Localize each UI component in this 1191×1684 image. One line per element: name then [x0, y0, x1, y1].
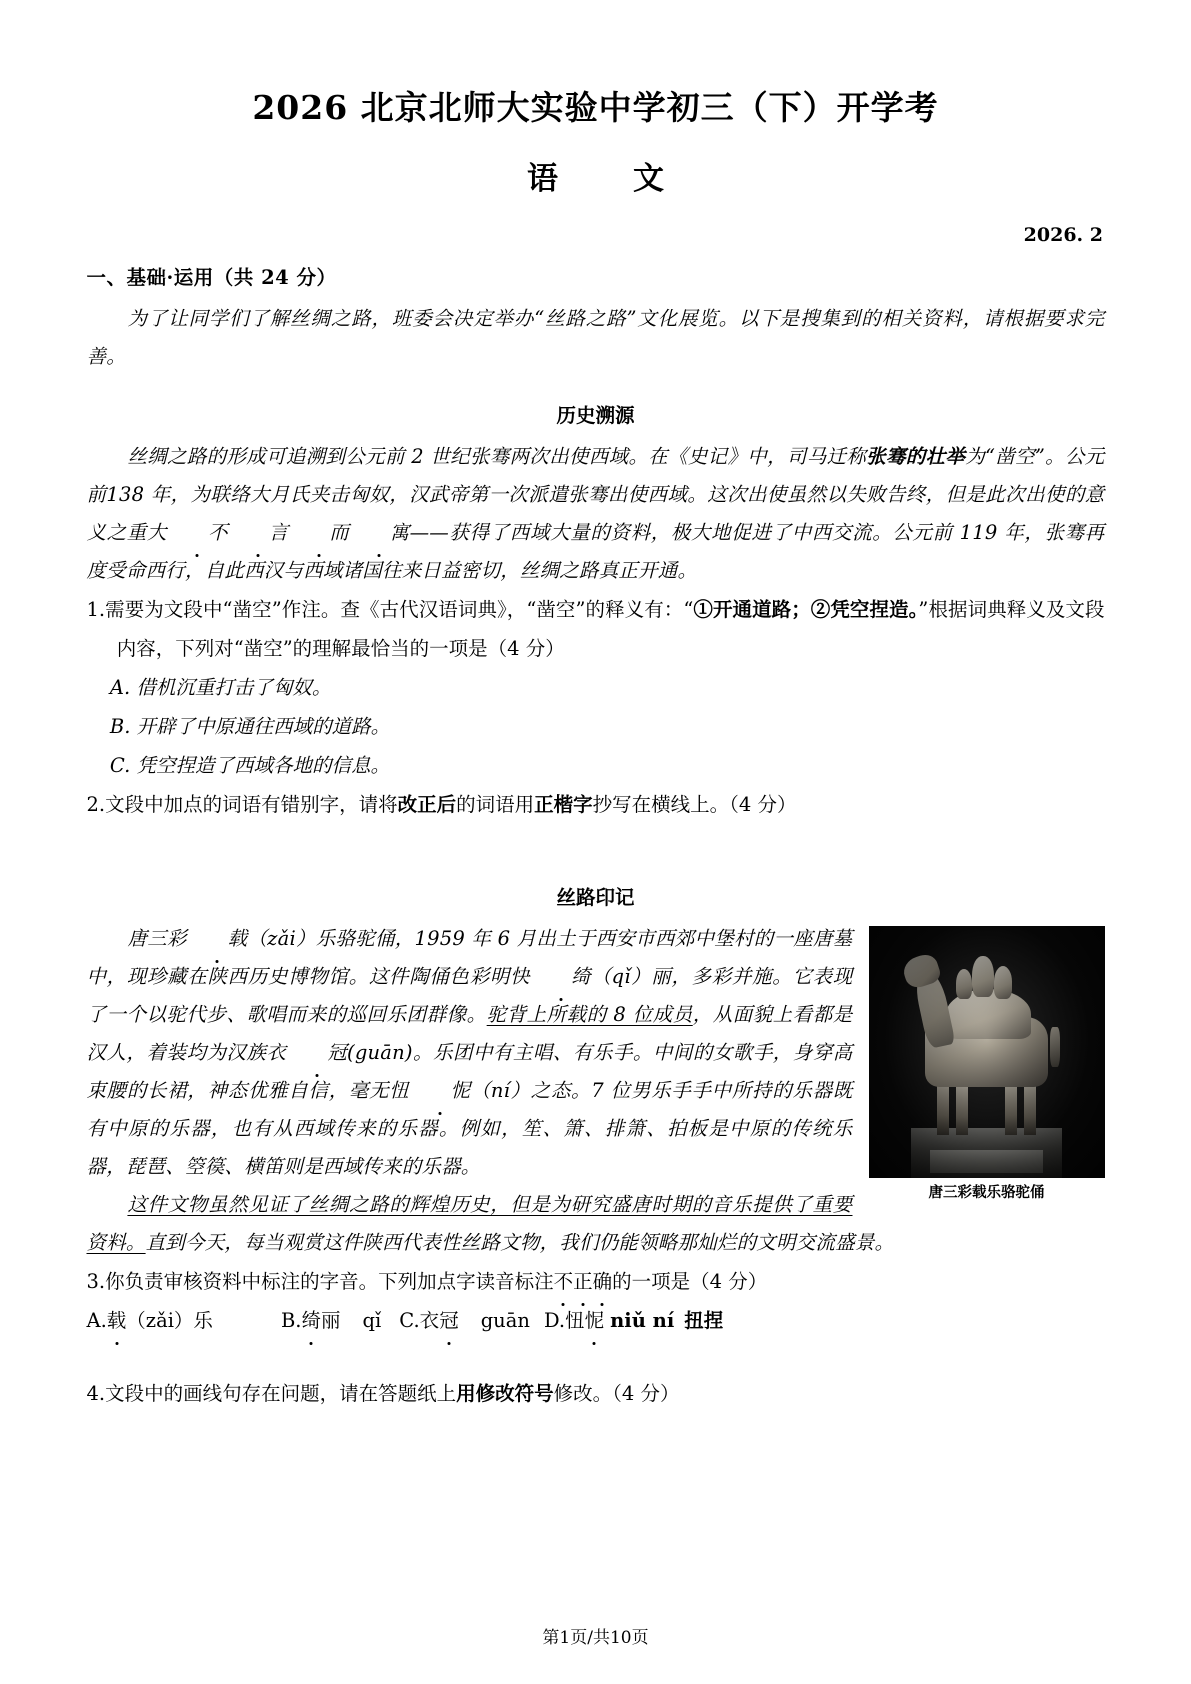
q2-text-b: 的词语用	[456, 793, 535, 816]
photo-vignette	[869, 926, 1105, 1178]
q3-text-a: 你负责审核资料中标注的字音。下列加点字读音标注	[105, 1270, 554, 1293]
q3-number: 3.	[86, 1270, 106, 1293]
q2-number: 2.	[86, 793, 106, 816]
dot-char: 不	[167, 514, 228, 552]
p2-underlined-phrase: 驼背上所载的 8 位成员	[486, 1003, 693, 1026]
question-3	[87, 1262, 1105, 1301]
p2-seg-4: ，从面貌上看都是汉人，着装均为汉族衣	[86, 1003, 853, 1064]
exam-body	[87, 246, 1105, 1413]
q1-option-b[interactable]: B. 开辟了中原通往西域的道路。	[109, 715, 391, 738]
page-title: 2026 北京北师大实验中学初三（下）开学考	[252, 88, 939, 127]
q4-bold-a: 用修改符号	[456, 1382, 554, 1405]
figurine-photo	[869, 926, 1105, 1178]
q1-option-c[interactable]: C. 凭空捏造了西域各地的信息。	[109, 754, 391, 777]
question-2	[87, 785, 1105, 824]
q3-option-d[interactable]: D.忸怩 niǔ ní 扭捏	[544, 1309, 723, 1332]
question-1	[87, 590, 1105, 668]
dot-char-ni: 怩	[585, 1301, 605, 1340]
dot-char-qi: 绮	[301, 1301, 321, 1340]
passage1-dotted	[167, 521, 410, 544]
q2-bold-a: 改正后	[397, 793, 457, 816]
passage1-seg-b: 为“凿空”。公元前138 年，为联络大月氏夹击匈奴，汉武帝第一次派遣张骞出使西域。这次出使虽然以失败告终，但是此次出使的意义之重大	[86, 445, 1105, 544]
q3-option-a[interactable]: A.载（zǎi）乐	[87, 1309, 213, 1332]
dot-char: 言	[228, 514, 289, 552]
dot-char-zai: 载	[187, 920, 248, 958]
q3-option-c[interactable]: C.衣冠 guān	[399, 1309, 530, 1332]
figure-caption: 唐三彩载乐骆驼俑	[928, 1184, 1045, 1201]
q4-text-b: 修改。（4 分）	[553, 1382, 680, 1405]
spacer	[87, 1340, 1105, 1374]
section-intro: 为了让同学们了解丝绸之路，班委会决定举办“丝路之路”文化展览。以下是搜集到的相关资料，请根据要求完善。	[86, 307, 1105, 368]
passage1-seg-a: 丝绸之路的形成可追溯到公元前 2 世纪张骞两次出使西域。在《史记》中，司马迁称	[127, 445, 867, 468]
dot-char-guan: 冠	[286, 1034, 347, 1072]
p2-rest: 直到今天，每当观赏这件陕西代表性丝路文物，我们仍能领略那灿烂的文明交流盛景。	[145, 1231, 895, 1254]
q1-bold-a: ①开通道路；②凭空捏造。	[693, 598, 919, 621]
p2-seg-2: （zǎi）乐骆驼俑，1959 年 6 月出土于西安市西郊中堡村的一座唐墓中，现珍藏在陕西历史博物馆。这件陶俑色彩明快	[86, 927, 853, 988]
passage1-seg-c: ——获得了西域大量的资料，极大地促进了中西交流。公元前 119 年，张骞再度受命西行，自此西汉与西域诸国往来日益密切，丝绸之路真正开通。	[86, 521, 1105, 582]
q2-text-a: 文段中加点的词语有错别字，请将	[105, 793, 398, 816]
p2-seg-1: 唐三彩	[127, 927, 187, 950]
passage1-bold-a: 张骞的壮举	[866, 445, 966, 468]
q2-bold-b: 正楷字	[534, 793, 593, 816]
dot-char: 确	[593, 1262, 613, 1301]
q1-option-a[interactable]: A. 借机沉重打击了匈奴。	[109, 676, 332, 699]
figure-camel-figurine	[869, 926, 1105, 1206]
dot-char: 而	[288, 514, 349, 552]
exam-date: 2026. 2	[1023, 224, 1103, 246]
q3-dotted	[554, 1270, 613, 1293]
subject-title: 语 文	[527, 161, 686, 197]
page-footer: 第1页/共10页	[542, 1628, 649, 1648]
dot-char: 正	[573, 1262, 593, 1301]
p2-seg-3: （qǐ）丽，多彩并施。它表现了一个以驼代步、歌唱而来的巡回乐团群像。	[86, 965, 853, 1026]
q1-number: 1.	[86, 598, 106, 621]
q3-text-b: 的一项是（4 分）	[612, 1270, 768, 1293]
dot-char-qi: 绮	[530, 958, 591, 996]
q3-options-row	[87, 1301, 1105, 1340]
p2-underlined-sentence: 这件文物虽然见证了丝绸之路的辉煌历史，但是为研究盛唐时期的音乐提供了重要资料。	[86, 1193, 853, 1254]
p2-seg-5: (guān)。乐团中有主唱、有乐手。中间的女歌手，身穿高束腰的长裙，神态优雅自信，毫无忸	[86, 1041, 853, 1102]
passage1-title: 历史溯源	[556, 404, 635, 427]
q1-text-a: 需要为文段中“凿空”作注。查《古代汉语词典》，“凿空”的释义有：“	[105, 598, 694, 621]
spacer	[87, 376, 1105, 394]
passage1-text	[87, 438, 1105, 590]
dot-char-ni: 怩	[410, 1072, 471, 1110]
dot-char-guan: 冠	[439, 1301, 459, 1340]
passage2-title: 丝路印记	[556, 886, 635, 909]
spacer	[87, 824, 1105, 876]
dot-char: 寓	[349, 514, 410, 552]
q4-number: 4.	[86, 1382, 106, 1405]
p2-seg-6: （ní）之态。7 位男乐手手中所持的乐器既有中原的乐器，也有从西域传来的乐器。例如，笙、箫、排箫、拍板是中原的传统乐器，琵琶、箜篌、横笛则是西域传来的乐器。	[86, 1079, 853, 1178]
q4-text-a: 文段中的画线句存在问题，请在答题纸上	[105, 1382, 457, 1405]
section-heading-1: 一、基础·运用（共 24 分）	[86, 266, 337, 289]
dot-char: 不	[554, 1262, 574, 1301]
q1-text-b: ”根据词典释义及文段内容，下列对“凿空”的理解最恰当的一项是（4 分）	[116, 598, 1105, 660]
dot-char-zai: 载	[107, 1301, 127, 1340]
q3-option-b[interactable]: B.绮丽 qǐ	[281, 1309, 381, 1332]
question-4	[87, 1374, 1105, 1413]
q2-text-c: 抄写在横线上。（4 分）	[592, 793, 797, 816]
